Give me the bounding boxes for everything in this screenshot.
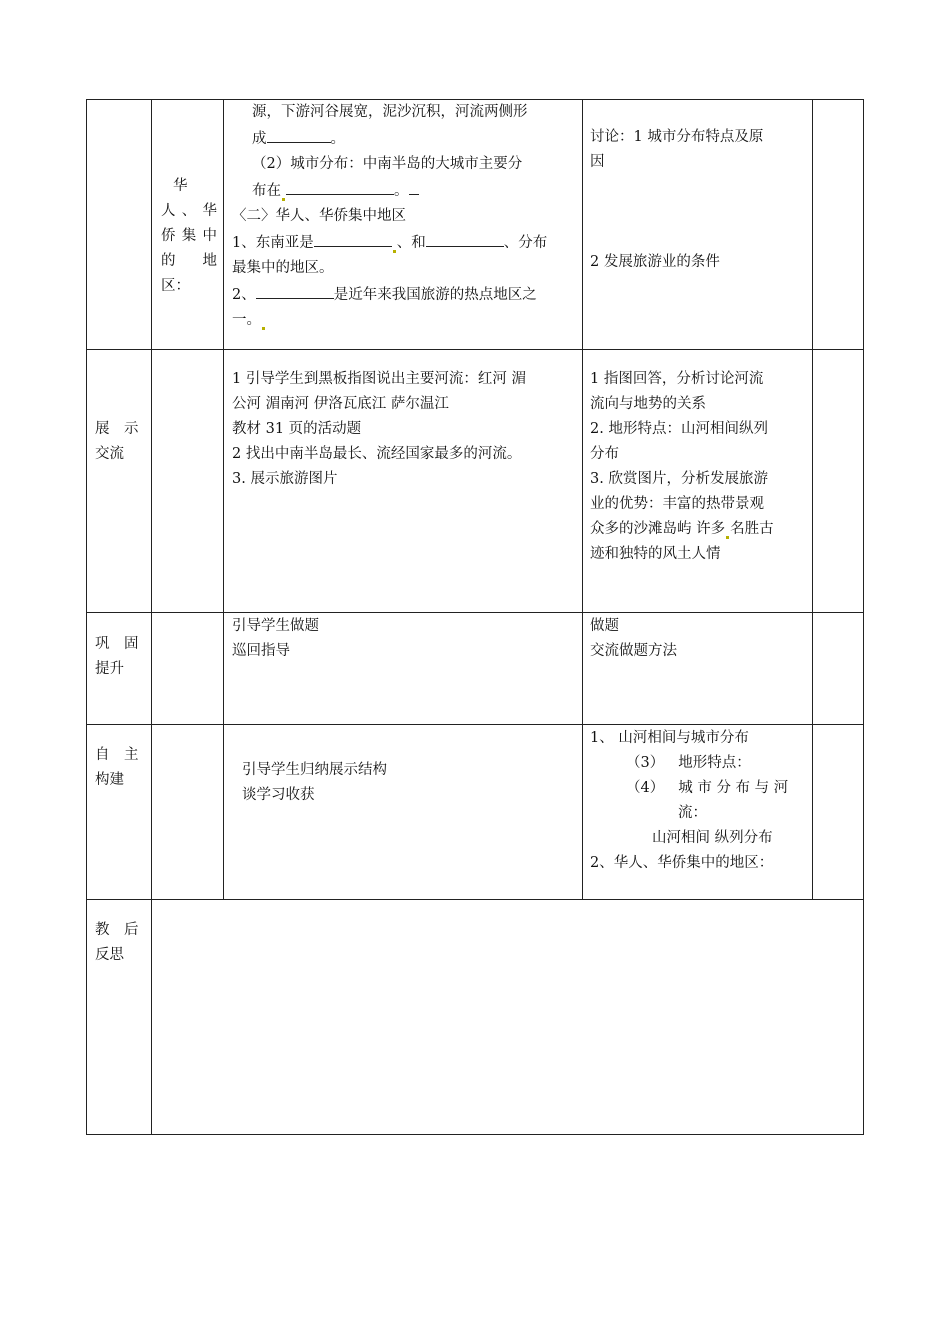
stage-line: 交流 bbox=[95, 446, 124, 462]
topic-cell bbox=[161, 174, 217, 299]
table-border-right bbox=[863, 99, 864, 1135]
topic-line: 华 bbox=[173, 178, 188, 194]
student-activity-cell bbox=[590, 726, 808, 876]
stage-line: 巩 固 bbox=[95, 636, 139, 652]
table-border-bottom bbox=[86, 1134, 864, 1135]
column-divider-topic bbox=[223, 99, 224, 900]
text-line: 3. 展示旅游图片 bbox=[232, 471, 338, 487]
stage-line: 构建 bbox=[95, 772, 124, 788]
text-line: 成 。 bbox=[232, 125, 578, 152]
topic-line: 区： bbox=[161, 278, 190, 294]
teacher-activity-cell bbox=[242, 758, 578, 808]
text-line: 业的优势：丰富的热带景观 bbox=[590, 496, 764, 512]
text-line: 〈二〉华人、华侨集中地区 bbox=[232, 208, 406, 224]
stage-line: 自 主 bbox=[95, 747, 139, 763]
text-line: （2）城市分布：中南半岛的大城市主要分 bbox=[252, 156, 523, 172]
text-line: 流向与地势的关系 bbox=[590, 396, 706, 412]
text-line: 最集中的地区。 bbox=[232, 260, 334, 276]
text-line: 3. 欣赏图片，分析发展旅游 bbox=[590, 471, 768, 487]
teacher-activity-cell bbox=[232, 614, 578, 664]
text-line: 2、 是近年来我国旅游的热点地区之 bbox=[232, 281, 578, 308]
text-line: 分布 bbox=[590, 446, 619, 462]
stage-label-consolidate bbox=[95, 632, 147, 682]
text-line: 交流做题方法 bbox=[590, 643, 677, 659]
text-line: 公河 湄南河 伊洛瓦底江 萨尔温江 bbox=[232, 396, 449, 412]
fill-blank[interactable] bbox=[256, 281, 334, 299]
highlight-dot-icon bbox=[282, 198, 285, 201]
text-line: 讨论：1 城市分布特点及原 bbox=[590, 129, 764, 145]
row-divider-4 bbox=[86, 899, 864, 900]
topic-line: 的 地 bbox=[161, 253, 217, 269]
text-line: 谈学习收获 bbox=[242, 787, 315, 803]
stage-label-construct bbox=[95, 743, 147, 793]
stage-line: 教 后 bbox=[95, 922, 139, 938]
topic-line: 人、华 bbox=[161, 203, 217, 219]
fill-blank[interactable] bbox=[426, 229, 504, 247]
column-divider-student bbox=[812, 99, 813, 900]
text-line: 2、华人、华侨集中的地区： bbox=[590, 855, 774, 871]
stage-line: 展 示 bbox=[95, 421, 139, 437]
text-line: 迹和独特的风土人情 bbox=[590, 546, 721, 562]
text-line: 一。 bbox=[232, 308, 578, 333]
text-line: 引导学生做题 bbox=[232, 618, 319, 634]
text-line: （3） 地形特点： bbox=[626, 755, 751, 771]
fill-blank[interactable] bbox=[409, 177, 419, 195]
stage-label-display bbox=[95, 417, 147, 467]
stage-line: 反思 bbox=[95, 947, 124, 963]
text-line: 众多的沙滩岛屿 许多 名胜古 bbox=[590, 521, 774, 537]
row-divider-2 bbox=[86, 612, 864, 613]
text-line: 山河相间 纵列分布 bbox=[652, 830, 773, 846]
text-line: 1 指图回答，分析讨论河流 bbox=[590, 371, 764, 387]
student-activity-cell bbox=[590, 614, 808, 664]
teacher-activity-cell bbox=[232, 100, 578, 333]
text-line: 2 发展旅游业的条件 bbox=[590, 254, 720, 270]
text-line: 2 找出中南半岛最长、流经国家最多的河流。 bbox=[232, 446, 522, 462]
fill-blank[interactable] bbox=[267, 125, 331, 143]
teacher-activity-cell bbox=[232, 367, 578, 492]
stage-line: 提升 bbox=[95, 661, 124, 677]
text-line: （4） 城 市 分 布 与 河 bbox=[626, 780, 789, 796]
text-line: 做题 bbox=[590, 618, 619, 634]
text-line: 2. 地形特点：山河相间纵列 bbox=[590, 421, 768, 437]
stage-label-reflection bbox=[95, 918, 147, 968]
fill-blank[interactable] bbox=[314, 229, 392, 247]
text-line: 源，下游河谷展宽，泥沙沉积，河流两侧形 bbox=[252, 104, 528, 120]
text-line: 1、东南亚是 、和 、分布 bbox=[232, 229, 578, 256]
highlight-dot-icon bbox=[262, 327, 265, 330]
topic-line: 侨集中 bbox=[161, 228, 217, 244]
text-line: 引导学生归纳展示结构 bbox=[242, 762, 387, 778]
text-line: 1、 山河相间与城市分布 bbox=[590, 730, 749, 746]
text-line: 布在 。 bbox=[232, 177, 578, 204]
fill-blank[interactable] bbox=[286, 177, 394, 195]
highlight-dot-icon bbox=[393, 250, 396, 253]
row-divider-3 bbox=[86, 724, 864, 725]
text-line: 1 引导学生到黑板指图说出主要河流：红河 湄 bbox=[232, 371, 526, 387]
highlight-dot-icon bbox=[726, 536, 729, 539]
text-line: 教材 31 页的活动题 bbox=[232, 421, 362, 437]
student-activity-cell bbox=[590, 367, 808, 567]
column-divider-stage bbox=[151, 99, 152, 1135]
student-activity-cell bbox=[590, 125, 808, 275]
text-line: 因 bbox=[590, 154, 605, 170]
row-divider-1 bbox=[86, 349, 864, 350]
text-line: 巡回指导 bbox=[232, 643, 290, 659]
table-border-left bbox=[86, 99, 87, 1135]
text-line: 流： bbox=[678, 805, 707, 821]
column-divider-teacher bbox=[582, 99, 583, 900]
